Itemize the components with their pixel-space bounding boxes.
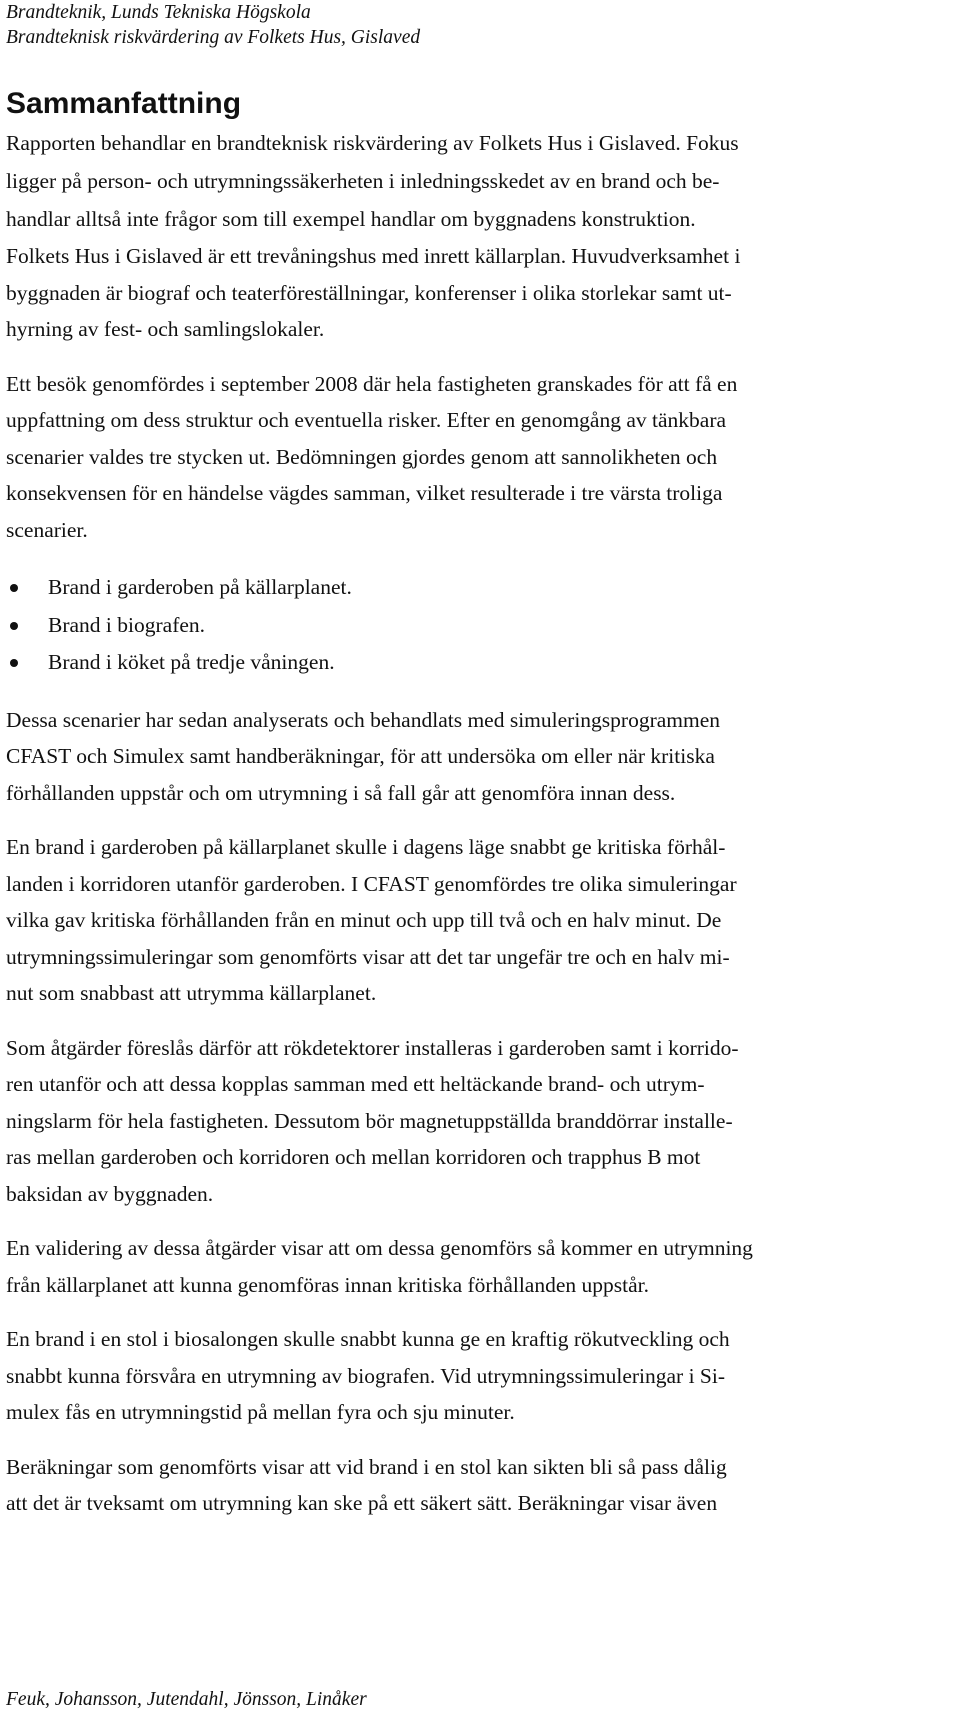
running-footer: Feuk, Johansson, Jutendahl, Jönsson, Linåker <box>6 1689 367 1710</box>
running-header <box>6 0 420 50</box>
text-line: byggnaden är biograf och teaterföreställningar, konferenser i olika storlekar samt ut- <box>6 280 732 305</box>
paragraph-measures <box>6 1030 956 1213</box>
text-line: ras mellan garderoben och korridoren och mellan korridoren och trapphus B mot <box>6 1145 701 1169</box>
text-line: baksidan av byggnaden. <box>6 1181 214 1206</box>
bullet-icon <box>10 659 18 667</box>
text-line: att det är tveksamt om utrymning kan ske på ett säkert sätt. Beräkningar visar även <box>6 1491 718 1515</box>
paragraph-visit <box>6 366 956 549</box>
text-line: konsekvensen för en händelse vägdes samman, vilket resulterade i tre värsta troliga <box>6 481 723 505</box>
text-line: Som åtgärder föreslås därför att rökdetektorer installeras i garderoben samt i korrido- <box>6 1035 739 1060</box>
text-line: Rapporten behandlar en brandteknisk riskvärdering av Folkets Hus i Gislaved. Fokus <box>6 131 739 155</box>
text-line: scenarier valdes tre stycken ut. Bedömningen gjordes genom att sannolikheten och <box>6 444 718 469</box>
text-line: En validering av dessa åtgärder visar att om dessa genomförs så kommer en utrymning <box>6 1236 753 1260</box>
text-line: förhållanden uppstår och om utrymning i så fall går att genomföra innan dess. <box>6 780 676 805</box>
section-heading: Sammanfattning <box>6 87 242 120</box>
text-line: hyrning av fest- och samlingslokaler. <box>6 317 325 341</box>
list-item <box>6 644 956 682</box>
text-line: nut som snabbast att utrymma källarplanet. <box>6 981 377 1005</box>
list-item-text: Brand i biografen. <box>48 612 206 637</box>
text-line: En brand i en stol i biosalongen skulle snabbt kunna ge en kraftig rökutveckling och <box>6 1327 730 1351</box>
bullet-icon <box>10 622 18 630</box>
list-item-text: Brand i köket på tredje våningen. <box>48 650 335 674</box>
header-report-title: Brandteknisk riskvärdering av Folkets Hus, Gislaved <box>6 27 421 48</box>
paragraph-building <box>6 238 956 348</box>
scenario-list <box>6 569 956 682</box>
bullet-icon <box>10 584 18 592</box>
paragraph-cinema-fire <box>6 1321 956 1431</box>
text-line: handlar alltså inte frågor som till exempel handlar om byggnadens konstruktion. <box>6 207 696 231</box>
text-line: uppfattning om dess struktur och eventuella risker. Efter en genomgång av tänkbara <box>6 408 727 432</box>
text-line: CFAST och Simulex samt handberäkningar, för att undersöka om eller när kritiska <box>6 744 715 768</box>
paragraph-intro <box>6 124 956 238</box>
paragraph-wardrobe-fire <box>6 829 956 1012</box>
text-line: vilka gav kritiska förhållanden från en minut och upp till två och en halv minut. De <box>6 908 722 932</box>
text-line: snabbt kunna försvåra en utrymning av biografen. Vid utrymningssimuleringar i Si- <box>6 1363 726 1388</box>
text-line: från källarplanet att kunna genomföras innan kritiska förhållanden uppstår. <box>6 1272 649 1297</box>
text-line: Folkets Hus i Gislaved är ett trevåningshus med inrett källarplan. Huvudverksamhet i <box>6 244 741 268</box>
text-line: ren utanför och att dessa kopplas samman med ett heltäckande brand- och utrym- <box>6 1072 705 1096</box>
list-item-text: Brand i garderoben på källarplanet. <box>48 575 352 599</box>
text-line: mulex fås en utrymningstid på mellan fyra och sju minuter. <box>6 1400 515 1424</box>
text-line: ligger på person- och utrymningssäkerheten i inledningsskedet av en brand och be- <box>6 169 720 193</box>
paragraph-analysis <box>6 702 956 812</box>
text-line: ningslarm för hela fastigheten. Dessutom bör magnetuppställda branddörrar installe- <box>6 1108 733 1133</box>
list-item <box>6 569 956 607</box>
text-line: Dessa scenarier har sedan analyserats och behandlats med simuleringsprogrammen <box>6 707 721 732</box>
text-line: Ett besök genomfördes i september 2008 där hela fastigheten granskades för att få en <box>6 371 738 396</box>
text-line: utrymningssimuleringar som genomförts visar att det tar ungefär tre och en halv mi- <box>6 944 730 969</box>
paragraph-calculations <box>6 1449 956 1522</box>
paragraph-validation <box>6 1230 956 1303</box>
text-line: landen i korridoren utanför garderoben. I CFAST genomfördes tre olika simuleringar <box>6 871 737 896</box>
text-line: En brand i garderoben på källarplanet skulle i dagens läge snabbt ge kritiska förhål- <box>6 835 726 859</box>
header-institution: Brandteknik, Lunds Tekniska Högskola <box>6 2 311 23</box>
document-body <box>6 124 956 1522</box>
text-line: Beräkningar som genomförts visar att vid brand i en stol kan sikten bli så pass dålig <box>6 1454 727 1479</box>
text-line: scenarier. <box>6 517 88 542</box>
list-item <box>6 607 956 645</box>
